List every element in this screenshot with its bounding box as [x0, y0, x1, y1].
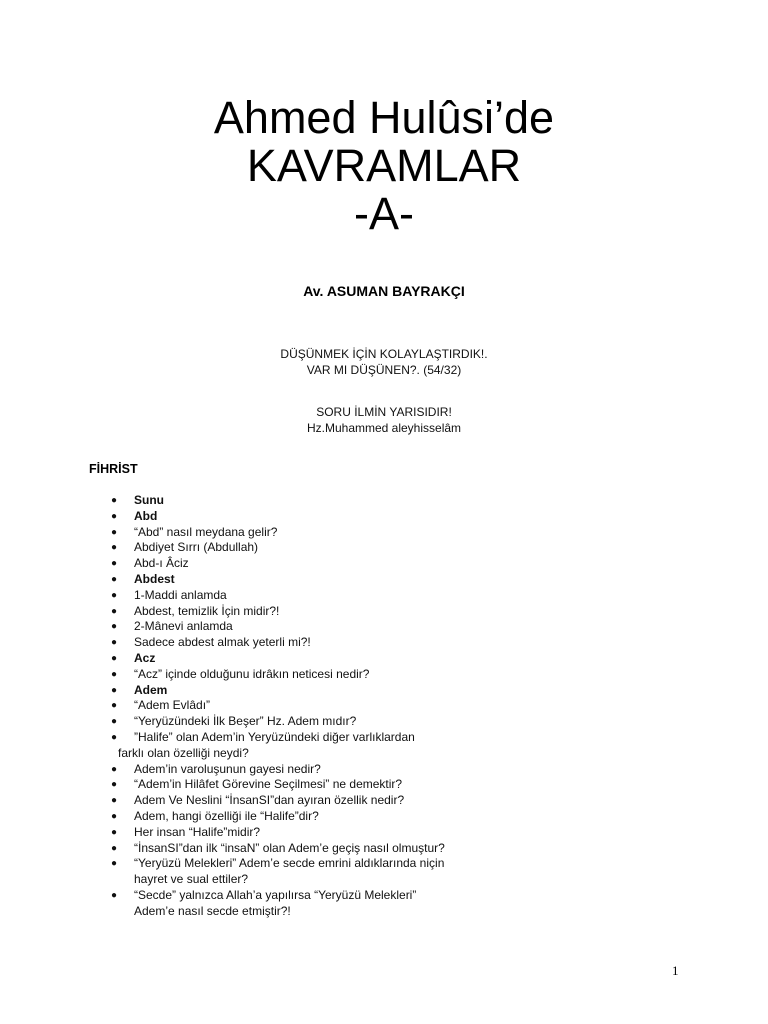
bullet-icon: ● — [111, 810, 118, 822]
bullet-icon: ● — [111, 826, 118, 838]
bullet-icon: ● — [111, 858, 118, 870]
bullet-icon: ● — [111, 495, 118, 506]
toc-item — [0, 825, 768, 841]
toc-item-text: Abdiyet Sırrı (Abdullah) — [134, 540, 259, 555]
document-title — [0, 94, 768, 238]
toc-item-text: “Adem’in Hilâfet Görevine Seçilmesi” ne demektir? — [134, 777, 403, 792]
toc-item-text: 1-Maddi anlamda — [134, 587, 227, 602]
bullet-icon: ● — [111, 779, 118, 791]
toc-item-text-continued: hayret ve sual ettiler? — [134, 872, 249, 887]
toc-item-text: Her insan “Halife”midir? — [134, 824, 261, 839]
toc-item — [0, 841, 768, 857]
bullet-icon: ● — [111, 652, 118, 664]
toc-item — [0, 619, 768, 635]
bullet-icon: ● — [111, 605, 118, 617]
bullet-icon: ● — [111, 842, 118, 854]
toc-item — [0, 714, 768, 730]
page-number: 1 — [672, 963, 679, 978]
epigraph-quran — [0, 347, 768, 378]
toc-item-text: “İnsanSI”dan ilk “insaN” olan Adem’e geçiş nasıl olmuştur? — [134, 840, 445, 855]
toc-item-text: 2-Mânevi anlamda — [134, 619, 233, 634]
toc-item-text: Adem Ve Neslini “İnsanSI”dan ayıran özellik nedir? — [134, 793, 405, 808]
toc-item — [0, 856, 768, 888]
table-of-contents — [0, 493, 768, 920]
toc-item-text-continued: farklı olan özelliği neydi? — [118, 745, 249, 760]
author-name: Av. ASUMAN BAYRAKÇI — [303, 283, 465, 299]
bullet-icon: ● — [111, 589, 118, 601]
toc-item — [0, 698, 768, 714]
toc-item — [0, 777, 768, 793]
bullet-icon: ● — [111, 716, 118, 728]
toc-item — [0, 651, 768, 667]
bullet-icon: ● — [111, 763, 118, 775]
toc-item-text: “Abd” nasıl meydana gelir? — [134, 524, 278, 539]
toc-item-text: Adem — [134, 682, 168, 697]
bullet-icon: ● — [111, 573, 118, 585]
title-line-1: Ahmed Hulûsi’de — [213, 92, 555, 143]
bullet-icon: ● — [111, 621, 118, 633]
toc-item-text: Abdest, temizlik İçin midir?! — [134, 603, 280, 618]
toc-item-text: “Yeryüzündeki İlk Beşer” Hz. Adem mıdır? — [134, 714, 357, 729]
title-line-2: KAVRAMLAR — [246, 140, 522, 191]
epigraph-hadith — [0, 405, 768, 436]
epigraph-hadith-line-1: SORU İLMİN YARISIDIR! — [316, 405, 452, 419]
epigraph-quran-line-1: DÜŞÜNMEK İÇİN KOLAYLAŞTIRDIK!. — [280, 347, 488, 361]
toc-item-text: Abd-ı Âciz — [134, 556, 189, 571]
bullet-icon: ● — [111, 542, 118, 554]
toc-item-text: “Adem Evlâdı” — [134, 698, 211, 713]
bullet-icon: ● — [111, 889, 118, 901]
bullet-icon: ● — [111, 684, 118, 696]
toc-item-text: Acz — [134, 650, 156, 665]
bullet-icon: ● — [111, 526, 118, 538]
bullet-icon: ● — [111, 700, 118, 712]
title-line-3: -A- — [354, 188, 414, 239]
toc-item-text: Adem’in varoluşunun gayesi nedir? — [134, 761, 321, 776]
toc-item — [0, 588, 768, 604]
toc-item — [0, 762, 768, 778]
toc-item — [0, 683, 768, 699]
toc-item-text: “Yeryüzü Melekleri” Adem’e secde emrini aldıklarında niçin — [134, 856, 445, 871]
toc-item-text: Adem, hangi özelliği ile “Halife”dir? — [134, 808, 319, 823]
toc-item — [0, 809, 768, 825]
bullet-icon: ● — [111, 637, 118, 649]
toc-item-text: ”Halife” olan Adem’in Yeryüzündeki diğer varlıklardan — [134, 729, 415, 744]
toc-item — [0, 888, 768, 920]
bullet-icon: ● — [111, 510, 118, 522]
epigraph-quran-line-2: VAR MI DÜŞÜNEN?. (54/32) — [306, 362, 462, 377]
toc-item-text: Abd — [134, 508, 158, 523]
toc-item — [0, 793, 768, 809]
toc-item — [0, 730, 768, 762]
toc-item — [0, 509, 768, 525]
toc-item-text: Abdest — [134, 571, 175, 586]
toc-item-text: “Secde” yalnızca Allah’a yapılırsa “Yeryüzü Melekleri” — [134, 887, 417, 902]
toc-item — [0, 635, 768, 651]
epigraph-hadith-line-2: Hz.Muhammed aleyhisselâm — [306, 420, 462, 435]
toc-item — [0, 572, 768, 588]
toc-item — [0, 556, 768, 572]
bullet-icon: ● — [111, 668, 118, 680]
bullet-icon: ● — [111, 731, 118, 743]
toc-item-text-continued: Adem’e nasıl secde etmiştir?! — [134, 903, 291, 918]
bullet-icon: ● — [111, 795, 118, 807]
toc-item-text: Sadece abdest almak yeterli mi?! — [134, 635, 311, 650]
toc-item-text: Sunu — [134, 493, 164, 507]
index-heading: FİHRİST — [89, 462, 138, 476]
toc-item — [0, 540, 768, 556]
toc-item — [0, 493, 768, 509]
toc-item — [0, 525, 768, 541]
toc-item-text: “Acz” içinde olduğunu idrâkın neticesi nedir? — [134, 666, 370, 681]
bullet-icon: ● — [111, 558, 118, 570]
toc-item — [0, 667, 768, 683]
toc-item — [0, 604, 768, 620]
